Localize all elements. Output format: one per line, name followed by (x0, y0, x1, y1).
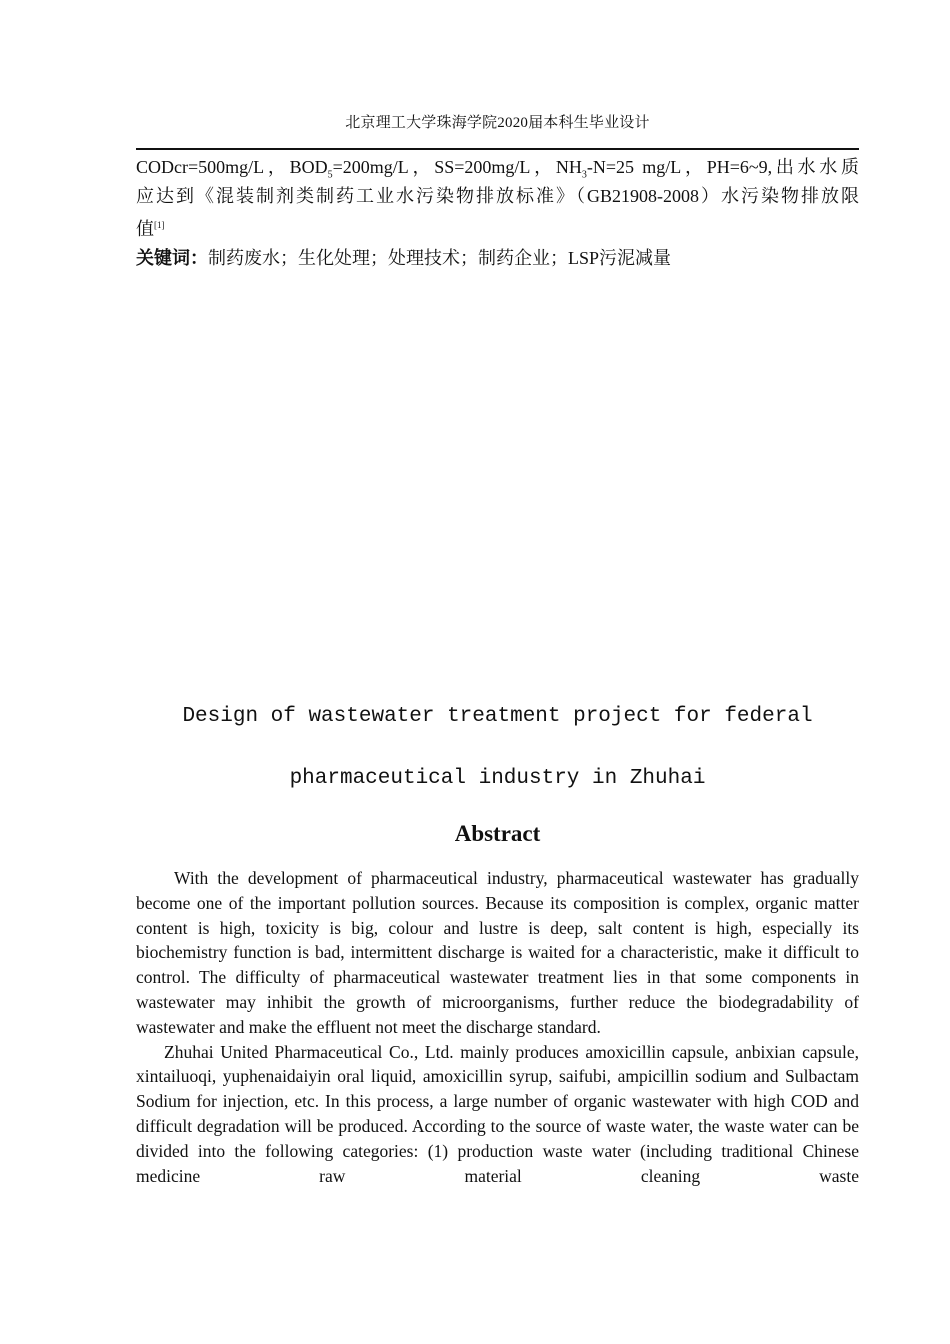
keywords-label: 关键词： (136, 248, 208, 269)
abstract-paragraph-2: Zhuhai United Pharmaceutical Co., Ltd. mainly produces amoxicillin capsule, anbixian capsule, xintailuoqi, yuphenaidaiyin oral liquid, amoxicillin syrup, saifubi, ampicillin sodium and Sulbactam Sodium for injection, etc. In this process, a large number of organic wastewater with high COD and difficult degradation will be produced. According to the source of waste water, the waste water can be divided into the following categories: (1) production waste water (including traditional Chinese medicine raw material cleaning waste (136, 1041, 859, 1186)
english-title-line-2: pharmaceutical industry in Zhuhai (289, 767, 706, 790)
subscript-3: 3 (581, 169, 587, 181)
subscript-5: 5 (327, 169, 333, 181)
citation-reference: [1] (154, 220, 165, 230)
abstract-heading: Abstract (454, 821, 541, 846)
limit-value-line (136, 211, 859, 244)
text-segment: =200mg/L，SS=200mg/L，NH (332, 157, 582, 177)
english-title-line-1: Design of wastewater treatment project for federal (182, 705, 813, 728)
abstract-paragraph-1: With the development of pharmaceutical industry, pharmaceutical wastewater has gradually become one of the important pollution sources. Because its composition is complex, organic matter content is high, toxicity is big, colour and lustre is deep, salt content is high, especially its biochemistry function is bad, intermittent discharge is waited for a characteristic, make it difficult to control. The difficulty of pharmaceutical wastewater treatment lies in that some components in wastewater may inhibit the growth of microorganisms, further reduce the biodegradability of wastewater and make the effluent not meet the discharge standard. (136, 868, 859, 1037)
chinese-keywords (136, 244, 859, 273)
text-segment: CODcr=500mg/L，BOD (136, 157, 328, 177)
text-segment: -N=25 mg/L，PH=6~9,出水水质 (586, 157, 860, 177)
chinese-abstract-continuation (136, 153, 859, 244)
page-header (136, 112, 859, 134)
text-segment: 值 (136, 219, 154, 239)
discharge-standard-line: 应达到《混装制剂类制药工业水污染物排放标准》（GB21908-2008）水污染物排放限 (136, 186, 859, 206)
header-divider (136, 148, 859, 150)
keywords-value: 制药废水；生化处理；处理技术；制药企业；LSP污泥减量 (208, 248, 672, 268)
influent-parameters-line (136, 153, 859, 182)
header-title: 北京理工大学珠海学院2020届本科生毕业设计 (345, 115, 650, 131)
abstract-body (136, 866, 859, 1188)
